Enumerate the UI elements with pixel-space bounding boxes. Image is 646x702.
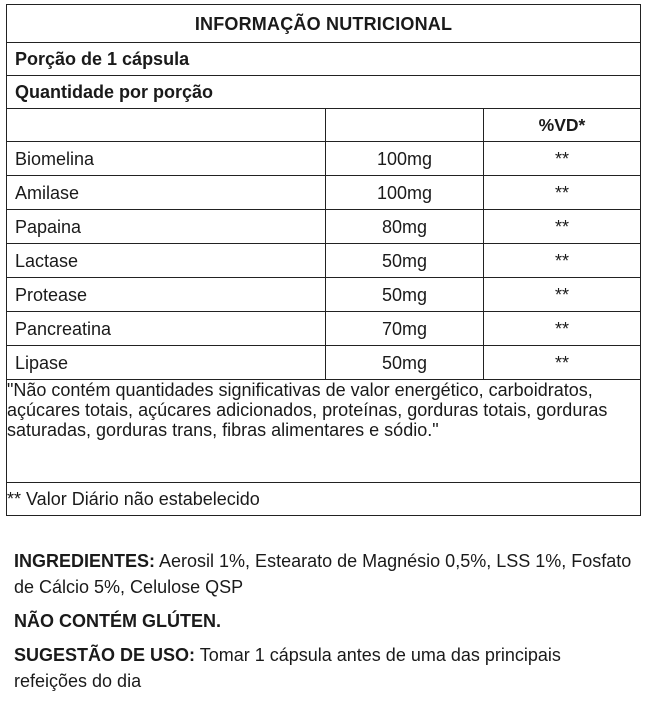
daily-value-footnote: ** Valor Diário não estabelecido [7, 483, 641, 516]
serving-size: Porção de 1 cápsula [7, 43, 641, 76]
nutrient-amount: 70mg [326, 312, 484, 346]
nutrient-row [7, 210, 641, 244]
nutrient-name: Pancreatina [7, 312, 326, 346]
table-title: INFORMAÇÃO NUTRICIONAL [7, 5, 641, 43]
nutrient-vd: ** [484, 278, 641, 312]
nutrient-vd: ** [484, 210, 641, 244]
nutrient-name: Biomelina [7, 142, 326, 176]
nutrient-vd: ** [484, 244, 641, 278]
ingredients [14, 548, 634, 600]
nutrient-row [7, 312, 641, 346]
disclaimer-note: "Não contém quantidades significativas de valor energético, carboidratos, açúcares totais, açúcares adicionados, proteínas, gorduras totais, gorduras saturadas, gorduras trans, fibras alimentares e sódio." [7, 380, 641, 483]
nutrient-vd: ** [484, 142, 641, 176]
vd-header: %VD* [484, 109, 641, 142]
nutrient-name: Protease [7, 278, 326, 312]
ingredients-label: INGREDIENTES: [14, 551, 156, 571]
product-info [14, 548, 634, 694]
nutrient-row [7, 142, 641, 176]
nutrient-name: Lipase [7, 346, 326, 380]
nutrient-amount: 50mg [326, 346, 484, 380]
nutrient-row [7, 176, 641, 210]
usage-suggestion [14, 642, 634, 694]
header-cell-empty [326, 109, 484, 142]
nutrient-name: Lactase [7, 244, 326, 278]
usage-text: Tomar 1 cápsula antes de uma das principais refeições do dia [14, 645, 561, 691]
header-cell-empty [7, 109, 326, 142]
nutrition-table [6, 4, 641, 516]
column-header-row [7, 109, 641, 142]
nutrient-amount: 50mg [326, 244, 484, 278]
ingredients-text: Aerosil 1%, Estearato de Magnésio 0,5%, LSS 1%, Fosfato de Cálcio 5%, Celulose QSP [14, 551, 632, 597]
nutrient-vd: ** [484, 176, 641, 210]
gluten-statement: NÃO CONTÉM GLÚTEN. [14, 611, 221, 631]
nutrient-amount: 100mg [326, 142, 484, 176]
nutrient-amount: 100mg [326, 176, 484, 210]
nutrient-name: Papaina [7, 210, 326, 244]
nutrient-row [7, 244, 641, 278]
nutrient-name: Amilase [7, 176, 326, 210]
nutrient-amount: 80mg [326, 210, 484, 244]
nutrient-row [7, 346, 641, 380]
quantity-per-serving: Quantidade por porção [7, 76, 641, 109]
nutrient-row [7, 278, 641, 312]
nutrient-rows [7, 142, 641, 380]
nutrient-vd: ** [484, 346, 641, 380]
nutrient-amount: 50mg [326, 278, 484, 312]
nutrient-vd: ** [484, 312, 641, 346]
usage-label: SUGESTÃO DE USO: [14, 645, 196, 665]
